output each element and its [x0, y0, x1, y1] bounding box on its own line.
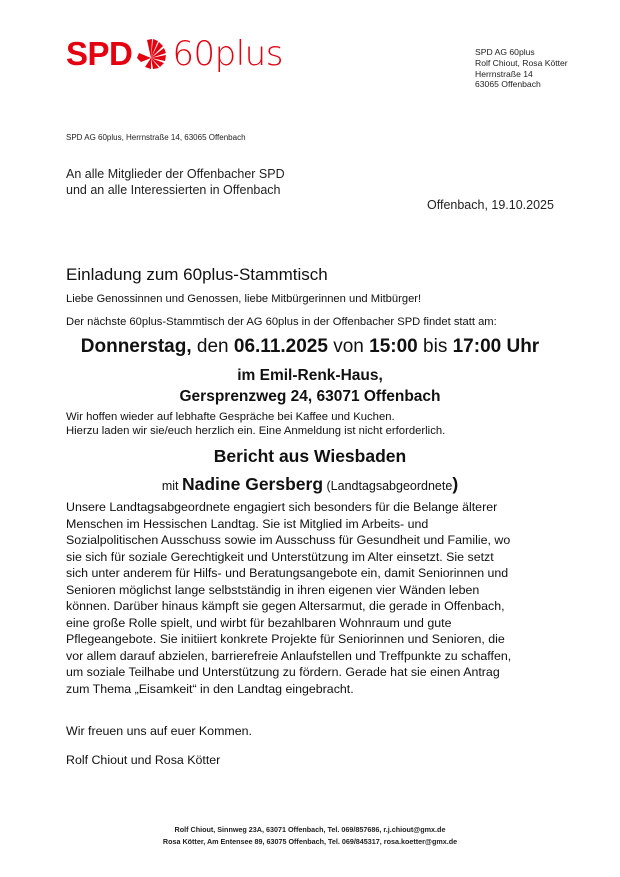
event-datetime: [0, 336, 620, 358]
hope-line: Wir hoffen wieder auf lebhafte Gespräche bei Kaffee und Kuchen.: [66, 411, 395, 423]
letter-title: Einladung zum 60plus-Stammtisch: [66, 265, 328, 284]
body-line: Menschen im Hessischen Landtag. Sie ist Mitglied im Arbeits- und: [66, 516, 429, 531]
guest-line: [0, 474, 620, 495]
sender-box-line: SPD AG 60plus: [475, 47, 535, 57]
guest-name: Nadine Gersberg: [182, 474, 324, 494]
recipient-line: An alle Mitglieder der Offenbacher SPD: [66, 167, 285, 181]
report-heading: Bericht aus Wiesbaden: [213, 446, 407, 466]
sender-address-box: [475, 47, 568, 90]
event-start-time: 15:00: [369, 336, 418, 357]
closing-text: Wir freuen uns auf euer Kommen.: [66, 724, 252, 738]
event-location-line: Gersprenzweg 24, 63071 Offenbach: [179, 388, 441, 405]
event-von: von: [327, 336, 370, 357]
signature: Rolf Chiout und Rosa Kötter: [66, 753, 221, 767]
hope-line: Hierzu laden wir sie/euch herzlich ein. Eine Anmeldung ist nicht erforderlich.: [66, 425, 446, 437]
greeting: Liebe Genossinnen und Genossen, liebe Mitbürgerinnen und Mitbürger!: [66, 293, 422, 305]
event-den: den: [191, 336, 234, 357]
hope-paragraph: [66, 410, 445, 438]
body-line: Sozialpolitischen Ausschuss sowie im Ausschuss für Gesundheit und Familie, wo: [66, 533, 511, 547]
body-line: vor allem darauf abzielen, barrierefreie Anlaufstellen und Treffpunkte zu schaffen,: [66, 648, 512, 663]
event-date: 06.11.2025: [233, 336, 328, 357]
sender-box-line: Rolf Chiout, Rosa Kötter: [475, 57, 568, 68]
body-line: eine große Rolle spielt, und wirbt für bezahlbaren Wohnraum und gute: [66, 615, 452, 630]
sender-box-line: Herrnstraße 14: [475, 68, 533, 79]
guest-role: (Landtagsabgeordnete: [323, 479, 453, 493]
body-line: Pflegeangebote. Sie initiiert konkrete Projekte für Seniorinnen und Senioren, die: [66, 632, 505, 646]
intro-text: Der nächste 60plus-Stammtisch der AG 60plus in der Offenbacher SPD findet statt am:: [66, 316, 497, 328]
sender-box-line: 63065 Offenbach: [475, 79, 541, 90]
guest-mit: mit: [161, 479, 182, 493]
logo-suffix-text: 60plus: [172, 34, 283, 74]
event-end-time: 17:00 Uhr: [452, 336, 540, 357]
body-line: Senioren möglichst lange selbstständig in ihren eigenen vier Wänden leben: [66, 582, 480, 597]
guest-close-paren: ): [452, 474, 459, 494]
event-location: [0, 365, 620, 407]
body-line: zum Thema „Eisamkeit“ in den Landtag eingebracht.: [66, 681, 354, 696]
event-weekday: Donnerstag,: [80, 336, 192, 357]
event-location-line: im Emil-Renk-Haus,: [237, 367, 383, 384]
body-line: Unsere Landtagsabgeordnete engagiert sich besonders für die Belange älterer: [66, 500, 498, 514]
spd-rose-fan-icon: [137, 38, 167, 70]
body-line: sie sich für soziale Gerechtigkeit und Unterstützung im Alter einsetzt. Sie setzt: [66, 549, 494, 564]
logo-brand-text: SPD: [66, 35, 133, 72]
letter-date: Offenbach, 19.10.2025: [427, 198, 554, 212]
spd-60plus-logo: [66, 34, 283, 74]
footer-line: Rolf Chiout, Sinnweg 23A, 63071 Offenbach, Tel. 069/857686, r.j.chiout@gmx.de: [174, 825, 446, 834]
body-line: sich unter anderem für Hilfs- und Beratungsangebote ein, damit Seniorinnen und: [66, 566, 509, 580]
event-bis: bis: [417, 336, 453, 357]
footer-line: Rosa Kötter, Am Entensee 89, 63075 Offenbach, Tel. 069/845317, rosa.koetter@gmx.de: [162, 836, 458, 846]
body-line: um soziale Teilhabe und Unterstützung zu fördern. Gerade hat sie einen Antrag: [66, 665, 500, 679]
return-address-line: SPD AG 60plus, Herrnstraße 14, 63065 Offenbach: [66, 133, 246, 142]
recipient-line: und an alle Interessierten in Offenbach: [66, 182, 281, 197]
footer-contacts: [0, 824, 620, 847]
recipient-block: [66, 167, 285, 198]
body-paragraph: [66, 499, 566, 697]
body-line: können. Darüber hinaus kämpft sie gegen Altersarmut, die gerade in Offenbach,: [66, 599, 505, 613]
